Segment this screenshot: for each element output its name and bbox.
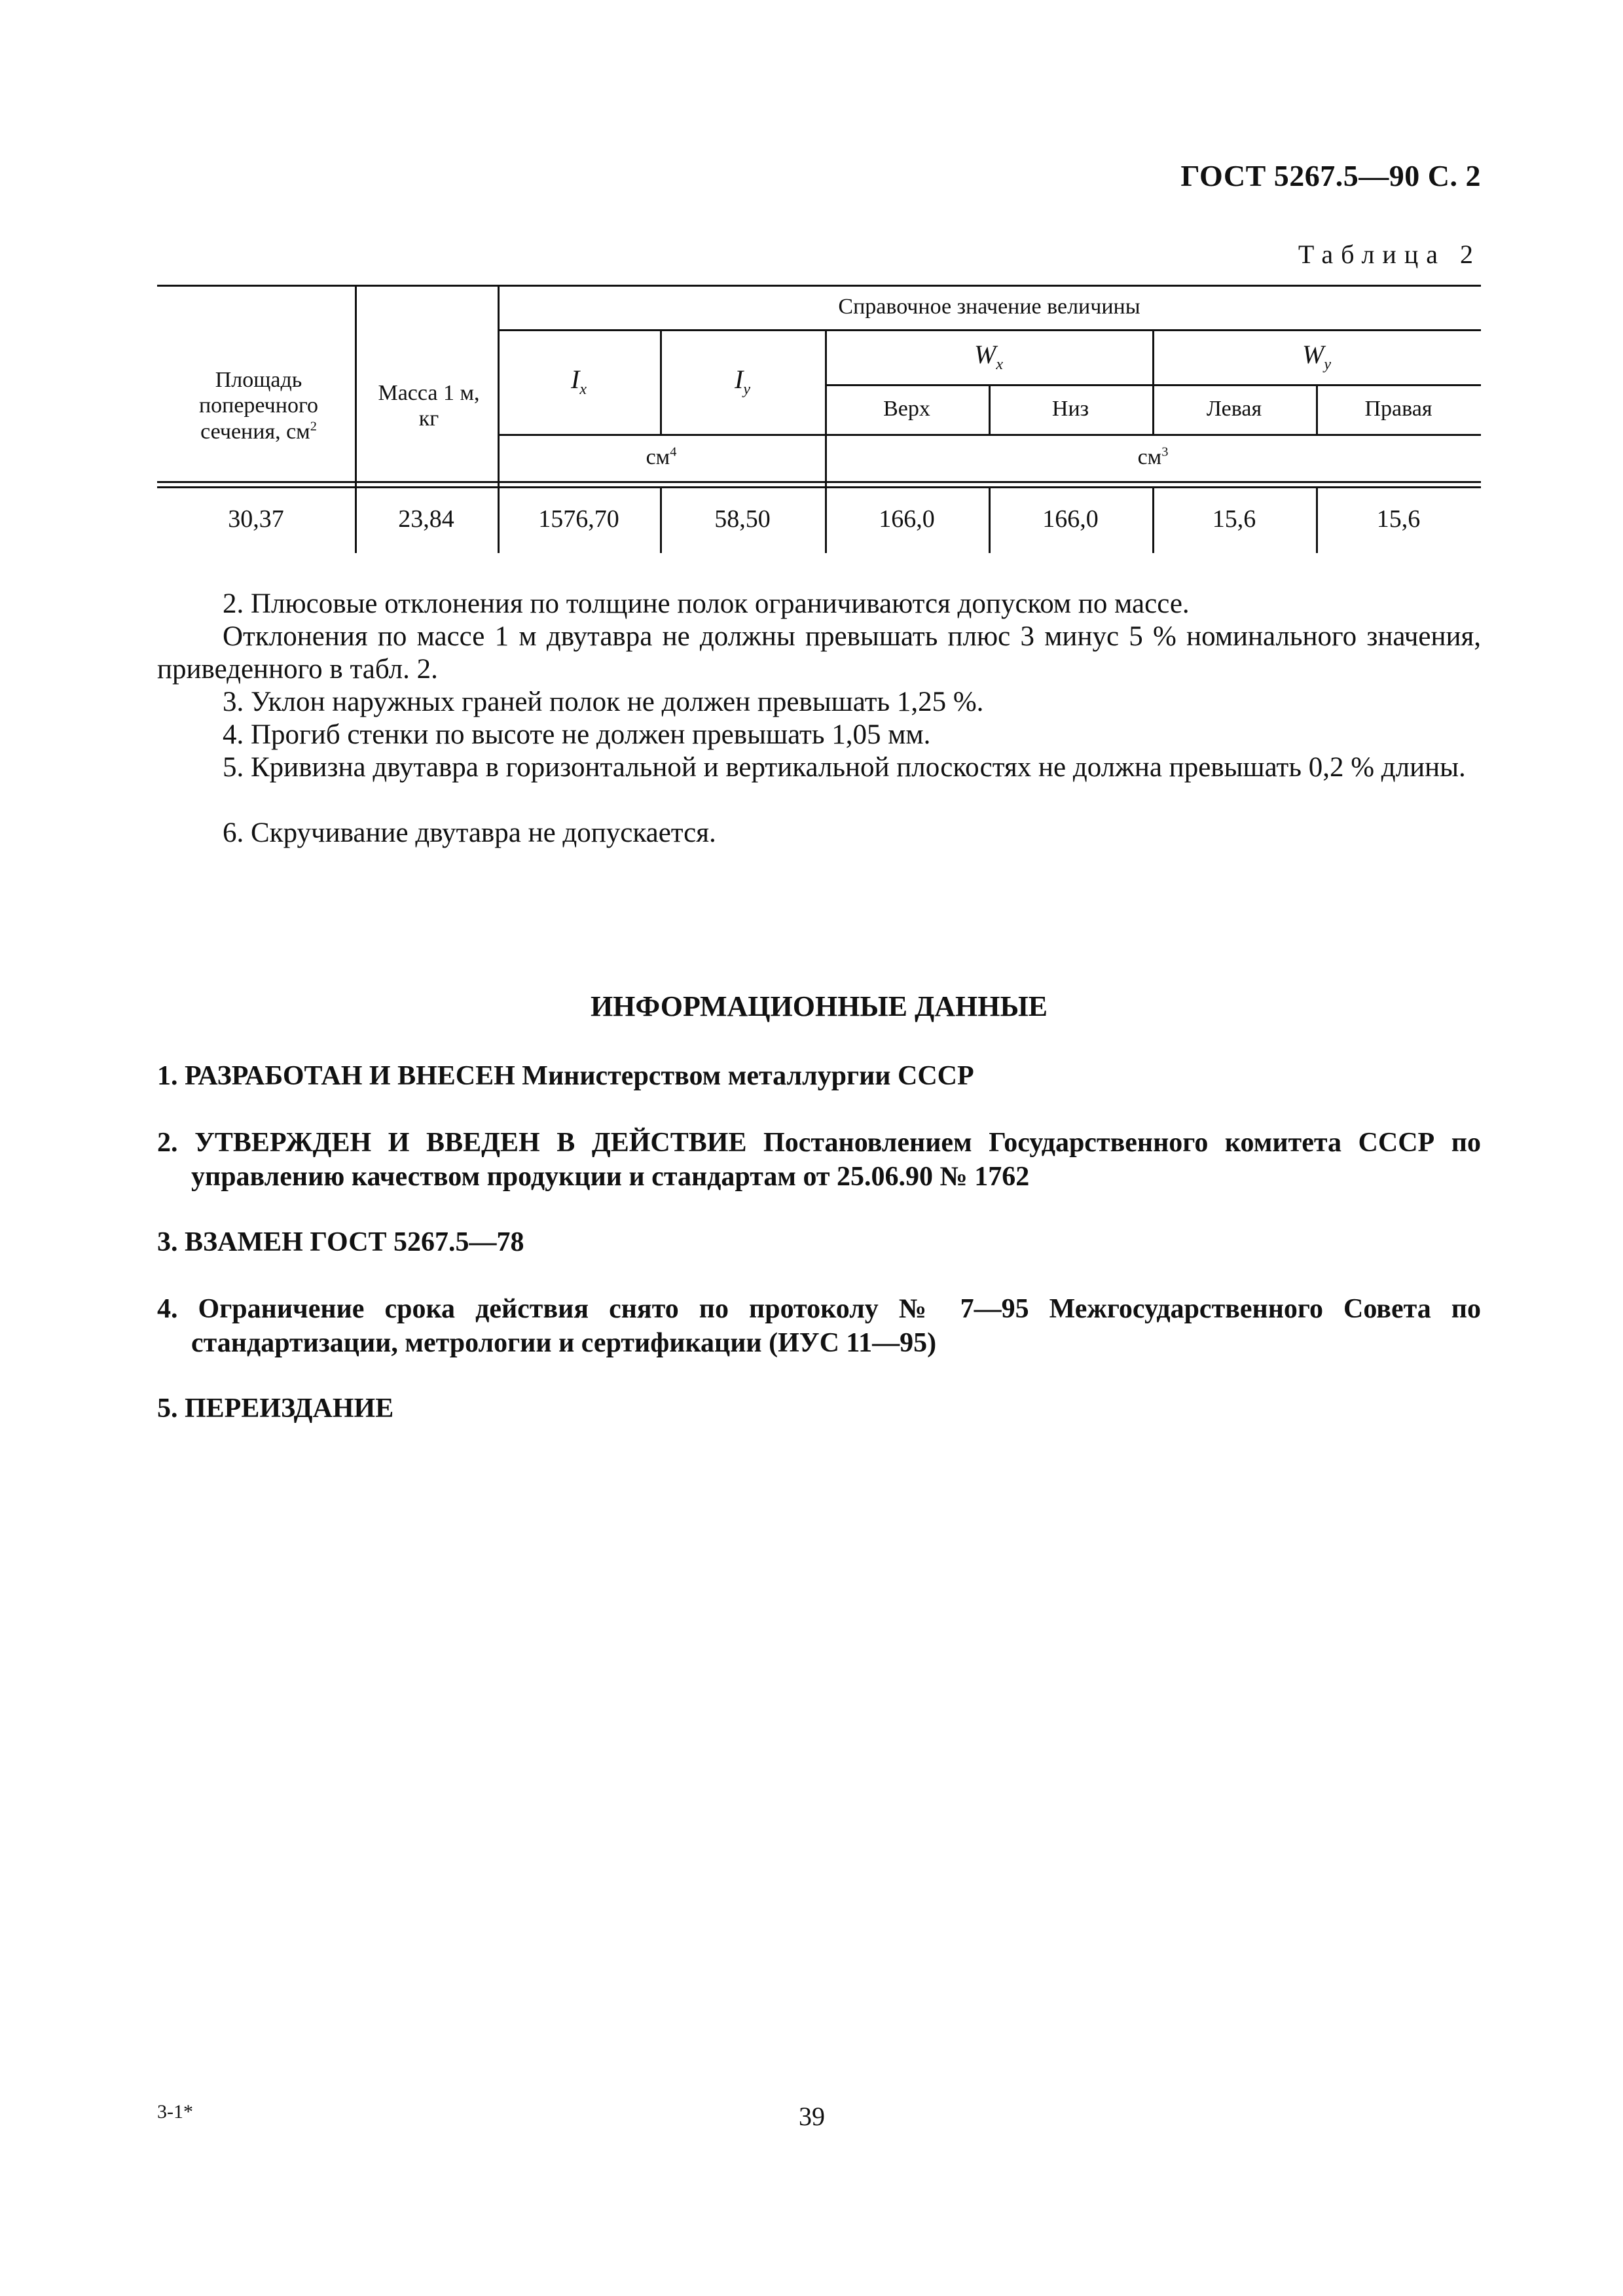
symbol-subscript: x — [579, 380, 587, 398]
header-wy — [1152, 329, 1481, 384]
symbol-base: I — [571, 364, 580, 394]
unit-text: см — [646, 445, 670, 470]
unit-section-modulus — [825, 434, 1481, 481]
data-table — [157, 285, 1481, 553]
info-item: 3. ВЗАМЕН ГОСТ 5267.5—78 — [157, 1227, 524, 1257]
paragraph: 6. Скручивание двутавра не допускается. — [223, 817, 716, 848]
info-item: 5. ПЕРЕИЗДАНИЕ — [157, 1393, 394, 1424]
table-cell-iy: 58,50 — [714, 505, 771, 533]
footer-code: 3-1* — [157, 2101, 193, 2123]
table-cell-wy-left: 15,6 — [1212, 505, 1256, 533]
info-item: 1. РАЗРАБОТАН И ВНЕСЕН Министерством металлургии СССР — [157, 1061, 974, 1091]
header-wy-right: Правая — [1364, 397, 1432, 422]
page-header: ГОСТ 5267.5—90 С. 2 — [1180, 159, 1481, 192]
paragraph: Отклонения по массе 1 м двутавра не должны превышать плюс 3 минус 5 % номинального значения, приведенного в табл. 2. — [157, 621, 1481, 685]
symbol-subscript: y — [1324, 355, 1331, 373]
symbol-base: W — [1302, 339, 1324, 369]
header-reference-values: Справочное значение величины — [838, 295, 1140, 319]
table-cell-mass: 23,84 — [398, 505, 454, 533]
symbol-base: I — [735, 364, 744, 394]
table-cell-ix: 1576,70 — [538, 505, 619, 533]
symbol-subscript: x — [996, 355, 1003, 373]
paragraph: 3. Уклон наружных граней полок не должен превышать 1,25 %. — [223, 687, 984, 717]
symbol-base: W — [974, 339, 996, 369]
header-text: Площадь поперечного сечения, см — [198, 368, 319, 444]
table-cell-wx-top: 166,0 — [879, 505, 935, 533]
header-iy — [660, 329, 825, 434]
unit-superscript: 3 — [1161, 445, 1169, 460]
info-item: 4. Ограничение срока действия снято по протоколу № 7—95 Межгосударственного Совета по стандартизации, метрологии и сертификации (ИУС 11—95) — [157, 1294, 1481, 1358]
header-mass-per-meter: Масса 1 м, кг — [378, 380, 480, 431]
table-caption: Таблица 2 — [1298, 240, 1481, 269]
paragraph: 4. Прогиб стенки по высоте не должен превышать 1,05 мм. — [223, 719, 931, 750]
header-wx-bottom: Низ — [1051, 397, 1089, 422]
unit-text: см — [1137, 445, 1162, 470]
paragraph: 5. Кривизна двутавра в горизонтальной и вертикальной плоскостях не должна превышать 0,2 % длины. — [223, 752, 1466, 783]
table-cell-area: 30,37 — [228, 505, 284, 533]
header-wx-top: Верх — [883, 397, 930, 422]
unit-superscript: 2 — [310, 419, 317, 434]
unit-moment-of-inertia — [498, 434, 825, 481]
header-cross-section-area — [164, 331, 354, 481]
page-number: 39 — [799, 2102, 825, 2131]
table-cell-wx-bottom: 166,0 — [1042, 505, 1099, 533]
header-ix — [498, 329, 660, 434]
info-item: 2. УТВЕРЖДЕН И ВВЕДЕН В ДЕЙСТВИЕ Постановлением Государственного комитета СССР по управлению качеством продукции и стандартам от 25.06.90 № 1762 — [157, 1128, 1481, 1192]
symbol-subscript: y — [743, 380, 750, 398]
table-cell-wy-right: 15,6 — [1376, 505, 1421, 533]
info-section-title: ИНФОРМАЦИОННЫЕ ДАННЫЕ — [590, 990, 1048, 1022]
paragraph: 2. Плюсовые отклонения по толщине полок ограничиваются допуском по массе. — [223, 588, 1190, 619]
header-wy-left: Левая — [1206, 397, 1262, 422]
unit-superscript: 4 — [670, 445, 677, 460]
header-wx — [825, 329, 1152, 384]
